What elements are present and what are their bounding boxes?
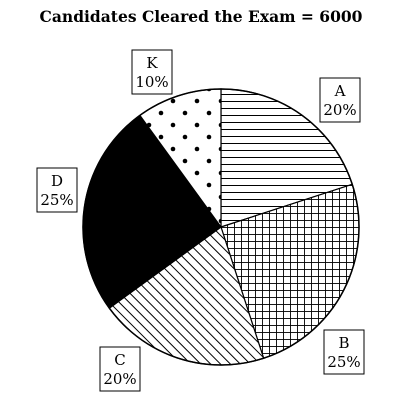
slice-value-b: 25% bbox=[327, 353, 361, 371]
slice-label-d bbox=[37, 168, 77, 212]
slice-name-a: A bbox=[334, 82, 346, 100]
slice-value-d: 25% bbox=[40, 191, 74, 209]
slice-name-b: B bbox=[338, 334, 350, 352]
slice-name-c: C bbox=[114, 351, 126, 369]
slice-value-a: 20% bbox=[323, 101, 357, 119]
chart-title: Candidates Cleared the Exam = 6000 bbox=[39, 7, 363, 26]
slice-label-a bbox=[320, 78, 360, 122]
pie-slices bbox=[83, 89, 359, 365]
slice-value-k: 10% bbox=[135, 73, 169, 91]
slice-label-k bbox=[132, 50, 172, 94]
slice-value-c: 20% bbox=[103, 370, 137, 388]
slice-label-c bbox=[100, 347, 140, 391]
slice-name-d: D bbox=[50, 172, 64, 190]
slice-label-b bbox=[324, 330, 364, 374]
slice-name-k: K bbox=[146, 54, 158, 72]
